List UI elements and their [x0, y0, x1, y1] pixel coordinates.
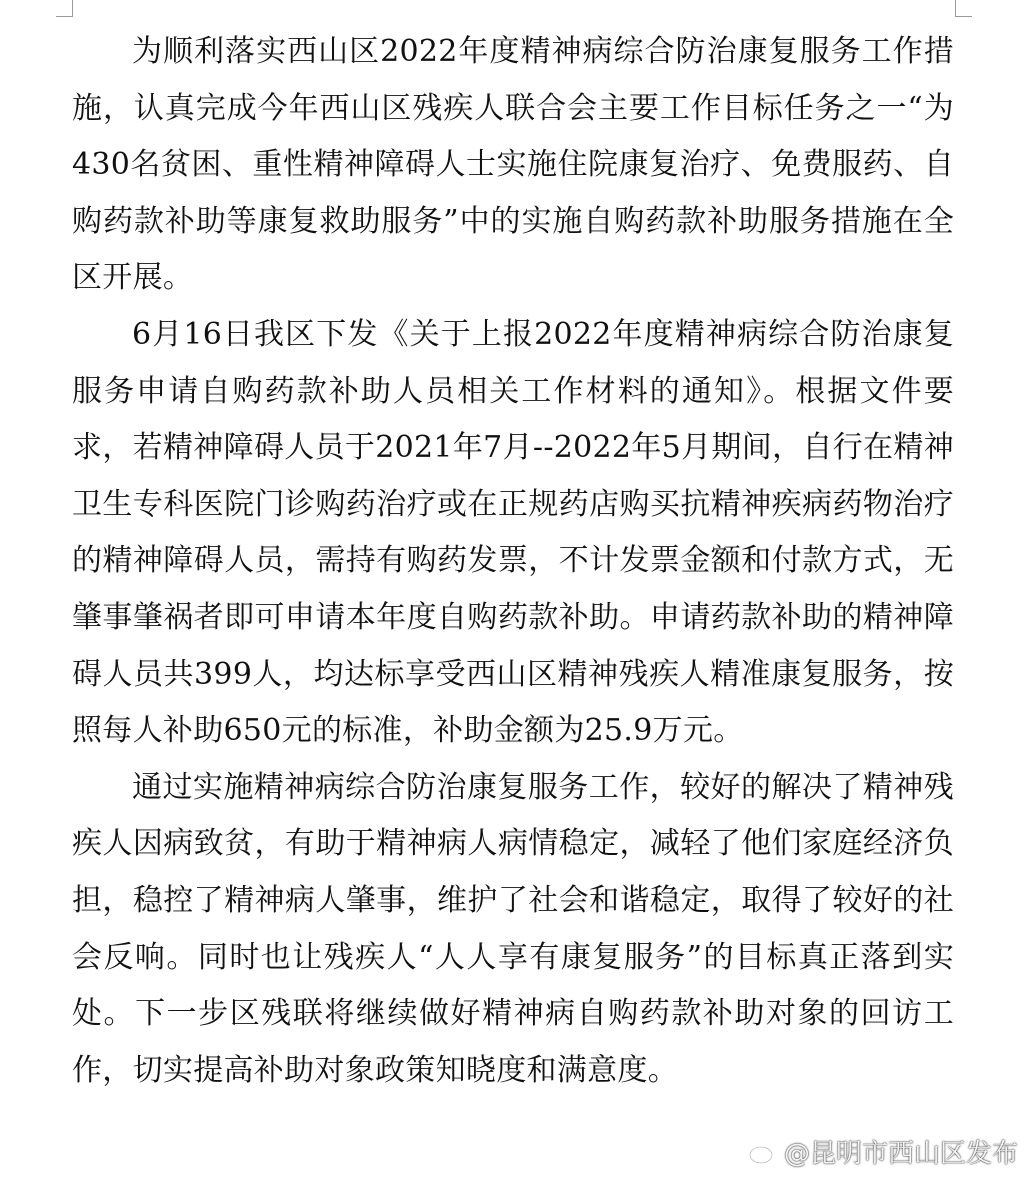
weibo-icon — [748, 1139, 778, 1165]
paragraph-2: 6月16日我区下发《关于上报2022年度精神病综合防治康复服务申请自购药款补助人员相关工作材料的通知》。根据文件要求，若精神障碍人员于2021年7月--2022年5月期间，自行在精神卫生专科医院门诊购药治疗或在正规药店购买抗精神疾病药物治疗的精神障碍人员，需持有购药发票，不计发票金额和付款方式，无肇事肇祸者即可申请本年度自购药款补助。申请药款补助的精神障碍人员共399人，均达标享受西山区精神残疾人精准康复服务，按照每人补助650元的标准，补助金额为25.9万元。 — [72, 316, 954, 749]
paragraph-1: 为顺利落实西山区2022年度精神病综合防治康复服务工作措施，认真完成今年西山区残疾人联合会主要工作目标任务之一“为430名贫困、重性精神障碍人士实施住院康复治疗、免费服药、自购药款补助等康复救助服务”中的实施自购药款补助服务措施在全区开展。 — [72, 34, 954, 296]
page-corner-mark-left — [56, 0, 73, 17]
document-body — [72, 24, 954, 1099]
watermark-text: @昆明市西山区发布 — [783, 1139, 1018, 1169]
watermark — [748, 1133, 1018, 1170]
page-corner-mark-right — [955, 0, 972, 17]
paragraph-3: 通过实施精神病综合防治康复服务工作，较好的解决了精神残疾人因病致贫，有助于精神病人病情稳定，减轻了他们家庭经济负担，稳控了精神病人肇事，维护了社会和谐稳定，取得了较好的社会反响。同时也让残疾人“人人享有康复服务”的目标真正落到实处。下一步区残联将继续做好精神病自购药款补助对象的回访工作，切实提高补助对象政策知晓度和满意度。 — [72, 769, 954, 1088]
